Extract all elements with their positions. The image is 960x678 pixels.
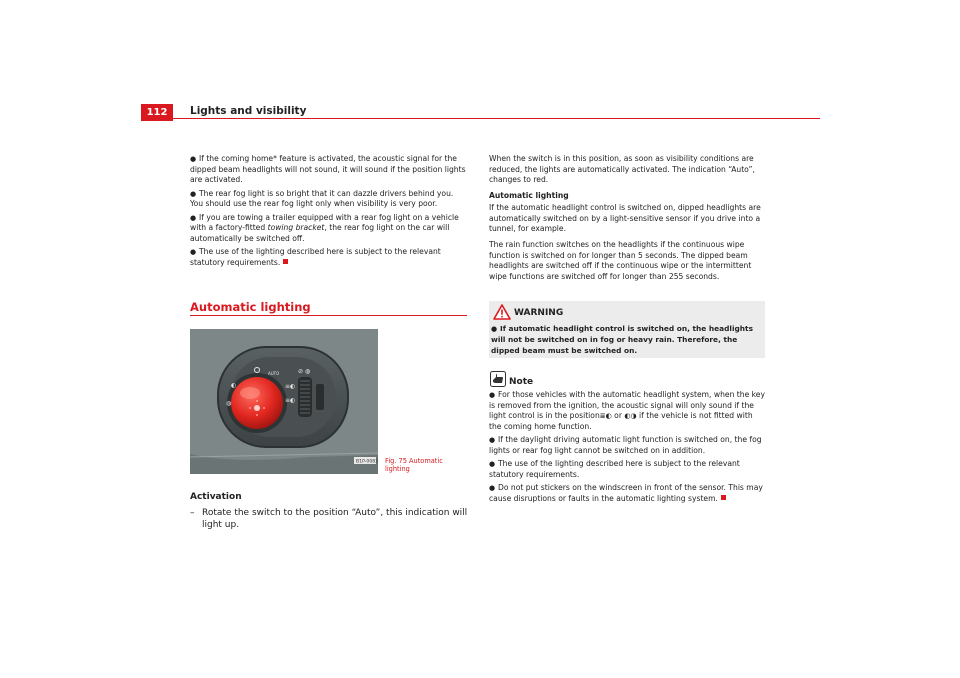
warning-triangle-icon xyxy=(493,304,511,320)
activation-title: Activation xyxy=(190,492,242,502)
note-item: ● For those vehicles with the automatic headlight system, when the key is removed from the ignition, the acoustic signal will only sound if the light control is in the position≣◐ or ◐◑ if the vehicle is not fitted with the coming home function. xyxy=(489,390,765,432)
bullet-item: ● If you are towing a trailer equipped with a rear fog light on a vehicle with a factory-fitted towing bracket, the rear fog light on the car will automatically be switched off. xyxy=(190,212,459,243)
bullet-item: ● The use of the lighting described here is subject to the relevant statutory requirements. xyxy=(190,247,441,267)
bullet-icon: ● xyxy=(489,391,496,399)
warning-title: WARNING xyxy=(514,308,564,318)
note-item: ● Do not put stickers on the windscreen in front of the sensor. This may cause disruptions or faults in the automatic lighting system. xyxy=(489,483,763,503)
figure-light-switch xyxy=(190,329,378,474)
svg-text:◐: ◐ xyxy=(231,382,237,389)
bullet-item: ● The rear fog light is so bright that it can dazzle drivers behind you. You should use the rear fog light only when visibility is very poor. xyxy=(190,188,454,209)
note-icon xyxy=(490,371,506,387)
bullet-icon: ● xyxy=(190,189,197,198)
note-item: ● The use of the lighting described here is subject to the relevant statutory requirements. xyxy=(489,459,740,479)
svg-text:AUTO: AUTO xyxy=(268,371,280,376)
bullet-icon: ● xyxy=(190,155,197,163)
bullet-icon: ● xyxy=(491,325,498,333)
section-rule xyxy=(190,315,467,316)
activation-step: – Rotate the switch to the position “Auto”, this indication will light up. xyxy=(190,508,468,530)
paragraph: The rain function switches on the headlights if the continuous wipe function is switched on for longer than 5 seconds. The dipped beam headlights are switched off if the continuous wipe or the intermittent wipe functions are switched off for longer than 255 seconds. xyxy=(489,239,752,282)
right-text-block xyxy=(489,154,766,285)
svg-text:⊘ ◍: ⊘ ◍ xyxy=(298,368,311,375)
page-number: 112 xyxy=(141,104,173,121)
note-item: ● If the daylight driving automatic light function is switched on, the fog lights or rear fog light cannot be switched on in addition. xyxy=(489,435,762,456)
svg-text:≡◐: ≡◐ xyxy=(285,383,296,390)
light-switch-illustration xyxy=(190,329,378,474)
figure-code: B1P-0083 xyxy=(356,459,378,465)
svg-text:◍: ◍ xyxy=(226,400,232,407)
step-dash: – xyxy=(190,508,195,518)
end-marker-icon xyxy=(283,259,288,264)
note-bullet-list xyxy=(489,390,766,507)
figure-caption: Fig. 75 Automatic lighting xyxy=(385,457,443,473)
bullet-icon: ● xyxy=(190,213,197,222)
bullet-icon: ● xyxy=(489,484,496,493)
running-title: Lights and visibility xyxy=(190,105,307,117)
warning-text: ● If automatic headlight control is switched on, the headlights will not be switched on in fog or heavy rain. Therefore, the dipped beam must be switched on. xyxy=(491,324,753,355)
paragraph: When the switch is in this position, as soon as visibility conditions are reduced, the lights are automatically activated. The indication “Auto”, changes to red. xyxy=(489,154,755,185)
paragraph: If the automatic headlight control is switched on, dipped headlights are automatically switched on by a light-sensitive sensor if you drive into a tunnel, for example. xyxy=(489,202,761,234)
left-bullet-list xyxy=(190,154,467,271)
bullet-icon: ● xyxy=(489,460,496,469)
end-marker-icon xyxy=(721,495,726,500)
bullet-icon: ● xyxy=(190,248,197,257)
dipped-beam-symbol-icon: ≣◐ xyxy=(599,412,612,421)
position-light-symbol-icon: ◐◑ xyxy=(624,412,637,421)
header-rule xyxy=(141,118,820,119)
bullet-item: ● If the coming home* feature is activated, the acoustic signal for the dipped beam headlights will not sound, it will sound if the position lights are activated. xyxy=(190,154,466,185)
bullet-icon: ● xyxy=(489,436,496,445)
note-title: Note xyxy=(509,377,534,387)
section-title: Automatic lighting xyxy=(190,300,311,314)
svg-text:≡◐: ≡◐ xyxy=(285,397,296,404)
subheading: Automatic lighting xyxy=(489,191,569,201)
